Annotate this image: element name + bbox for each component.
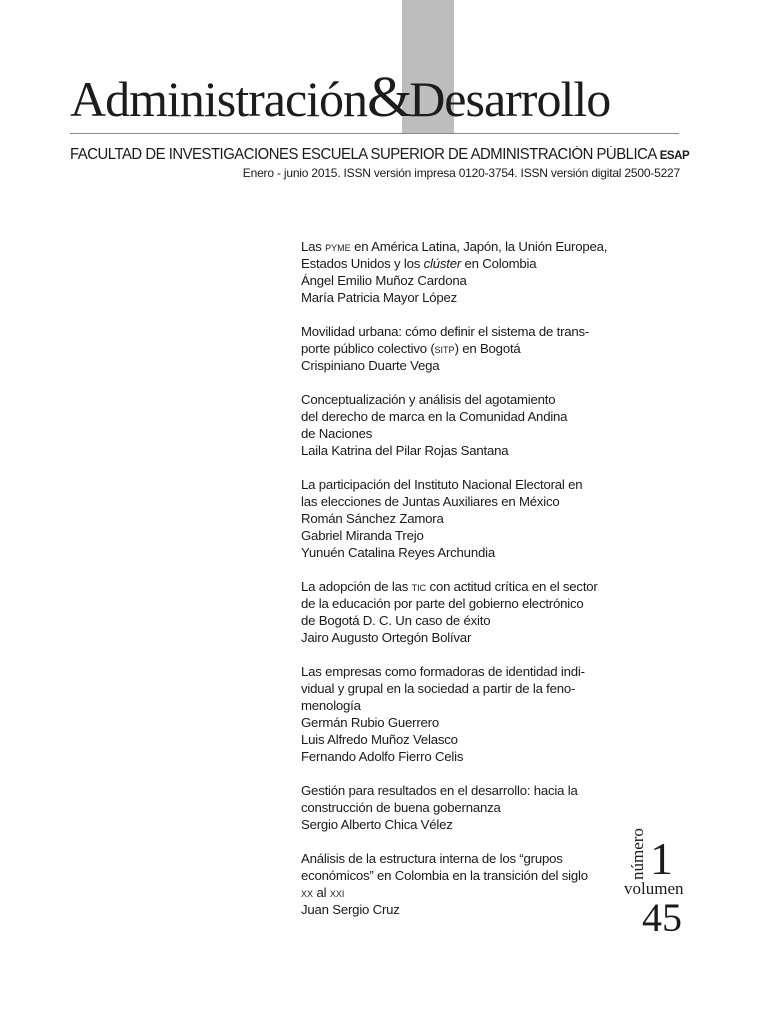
toc-text: con actitud crítica en el sector <box>426 579 598 594</box>
toc-line <box>301 680 593 697</box>
toc-text: de Naciones <box>301 426 373 441</box>
toc-acronym: XXI <box>329 889 345 899</box>
toc-text: Estados Unidos y los <box>301 256 424 271</box>
toc-entry <box>301 850 593 918</box>
toc-line <box>301 238 608 255</box>
toc-acronym: TIC <box>411 583 427 593</box>
toc-text: Román Sánchez Zamora <box>301 511 444 526</box>
toc-line <box>301 697 593 714</box>
toc-line <box>301 527 593 544</box>
toc-line <box>301 731 593 748</box>
toc-text: las elecciones de Juntas Auxiliares en México <box>301 494 560 509</box>
toc-line <box>301 544 593 561</box>
toc-line <box>301 595 593 612</box>
toc-line <box>301 629 593 646</box>
toc-text: Jairo Augusto Ortegón Bolívar <box>301 630 472 645</box>
toc-text: Sergio Alberto Chica Vélez <box>301 817 453 832</box>
toc-text: del derecho de marca en la Comunidad Andina <box>301 409 568 424</box>
numero-label: número <box>628 828 647 880</box>
toc-line <box>301 612 593 629</box>
toc-entry <box>301 476 593 561</box>
toc-text: La participación del Instituto Nacional Electoral en <box>301 477 583 492</box>
toc-line <box>301 816 593 833</box>
toc-line <box>301 408 593 425</box>
toc-text: Juan Sergio Cruz <box>301 902 400 917</box>
toc-line <box>301 323 593 340</box>
faculty-line <box>70 145 690 165</box>
toc-text: vidual y grupal en la sociedad a partir de la feno- <box>301 681 576 696</box>
toc-entry <box>301 663 593 765</box>
toc-text: en América Latina, Japón, la Unión Europea, <box>350 239 608 254</box>
toc-line <box>301 901 593 918</box>
toc-entry <box>301 782 593 833</box>
toc-text: al <box>313 885 330 900</box>
toc-line <box>301 357 593 374</box>
toc-line <box>301 476 593 493</box>
toc-line <box>301 391 593 408</box>
toc-line <box>301 272 593 289</box>
toc-line <box>301 289 593 306</box>
toc-line <box>301 578 598 595</box>
table-of-contents <box>301 238 608 935</box>
toc-text: Yunuén Catalina Reyes Archundia <box>301 545 495 560</box>
journal-title-right: Desarrollo <box>409 71 611 127</box>
issue-block <box>620 822 690 942</box>
toc-line <box>301 663 593 680</box>
toc-line <box>301 884 593 901</box>
toc-text: Conceptualización y análisis del agotamiento <box>301 392 556 407</box>
toc-text: Ángel Emilio Muñoz Cardona <box>301 273 467 288</box>
esap-label: ESAP <box>659 148 690 162</box>
toc-text: Las empresas como formadoras de identidad indi- <box>301 664 585 679</box>
toc-entry <box>301 578 598 646</box>
toc-line <box>301 340 593 357</box>
volumen-label: volumen <box>624 879 684 898</box>
toc-line <box>301 425 593 442</box>
toc-text: menología <box>301 698 361 713</box>
toc-line <box>301 782 593 799</box>
toc-line <box>301 867 593 884</box>
toc-text: en Colombia <box>461 256 537 271</box>
toc-text: Movilidad urbana: cómo definir el sistema de trans- <box>301 324 590 339</box>
toc-text: Laila Katrina del Pilar Rojas Santana <box>301 443 509 458</box>
toc-text: Gabriel Miranda Trejo <box>301 528 424 543</box>
toc-text: de Bogotá D. C. Un caso de éxito <box>301 613 491 628</box>
toc-text: Germán Rubio Guerrero <box>301 715 439 730</box>
toc-line <box>301 799 593 816</box>
faculty-text: FACULTAD DE INVESTIGACIONES ESCUELA SUPERIOR DE ADMINISTRACIÓN PÚBLICA <box>70 146 657 163</box>
toc-line <box>301 714 593 731</box>
toc-line <box>301 850 593 867</box>
toc-line <box>301 748 593 765</box>
toc-line <box>301 493 593 510</box>
toc-line <box>301 442 593 459</box>
toc-text: La adopción de las <box>301 579 412 594</box>
toc-text: económicos” en Colombia en la transición del siglo <box>301 868 588 883</box>
toc-text: Luis Alfredo Muñoz Velasco <box>301 732 458 747</box>
toc-acronym: XX <box>301 889 314 899</box>
toc-text: de la educación por parte del gobierno electrónico <box>301 596 584 611</box>
toc-text: Fernando Adolfo Fierro Celis <box>301 749 464 764</box>
toc-entry <box>301 323 593 374</box>
masthead-divider <box>70 133 679 134</box>
toc-acronym: SITP <box>434 345 455 355</box>
toc-text: Análisis de la estructura interna de los “grupos <box>301 851 563 866</box>
numero-value: 1 <box>650 833 673 884</box>
toc-text: Las <box>301 239 326 254</box>
journal-title <box>70 64 680 130</box>
issn-line: Enero - junio 2015. ISSN versión impresa 0120-3754. ISSN versión digital 2500-5227 <box>242 166 680 180</box>
toc-text: ) en Bogotá <box>454 341 521 356</box>
journal-title-left: Administración <box>70 71 368 127</box>
toc-entry <box>301 391 593 459</box>
toc-line <box>301 510 593 527</box>
volumen-value: 45 <box>642 895 682 940</box>
toc-text: clúster <box>423 256 462 271</box>
toc-entry <box>301 238 608 306</box>
toc-line <box>301 255 593 272</box>
toc-text: porte público colectivo ( <box>301 341 435 356</box>
toc-text: María Patricia Mayor López <box>301 290 458 305</box>
toc-text: construcción de buena gobernanza <box>301 800 501 815</box>
journal-title-ampersand: & <box>367 64 410 129</box>
toc-text: Crispiniano Duarte Vega <box>301 358 440 373</box>
toc-text: Gestión para resultados en el desarrollo: hacia la <box>301 783 578 798</box>
toc-acronym: PYME <box>325 243 351 253</box>
